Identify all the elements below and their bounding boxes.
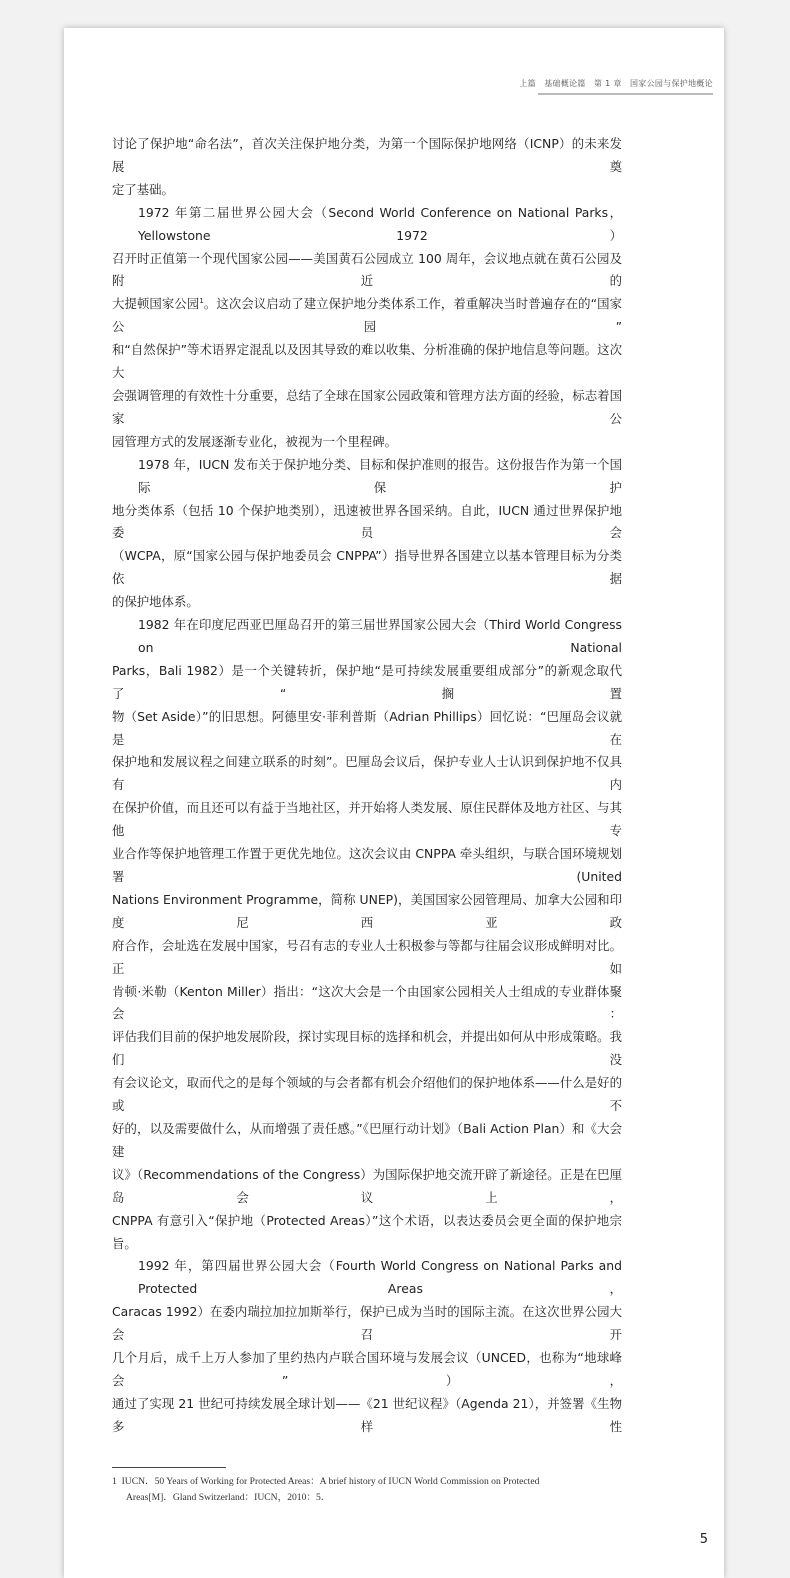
text-line: 好的，以及需要做什么，从而增强了责任感。”《巴厘行动计划》（Bali Action Plan）和《大会建	[112, 1120, 622, 1159]
paragraph	[112, 454, 622, 614]
text-line: 召开时正值第一个现代国家公园——美国黄石公园成立 100 周年，会议地点就在黄石公园及附近的	[112, 250, 622, 289]
book-page	[64, 28, 724, 1578]
body-text	[112, 133, 622, 1439]
text-line: 在保护价值，而且还可以有益于当地社区，并开始将人类发展、原住民群体及地方社区、与其他专	[112, 800, 622, 839]
footnote	[112, 1474, 612, 1506]
text-line: 地分类体系（包括 10 个保护地类别），迅速被世界各国采纳。自此，IUCN 通过世界保护地委员会	[112, 502, 622, 541]
text-line: 1972 年第二届世界公园大会（Second World Conference on National Parks，Yellowstone 1972）	[138, 204, 622, 243]
footnote-number: 1	[112, 1475, 117, 1487]
text-line: 几个月后，成千上万人参加了里约热内卢联合国环境与发展会议（UNCED，也称为“地球峰会”），	[112, 1350, 622, 1388]
text-line: 保护地和发展议程之间建立联系的时刻”。巴厘岛会议后，保护专业人士认识到保护地不仅具有内	[112, 754, 622, 793]
text-line: 议》（Recommendations of the Congress）为国际保护地交流开辟了新途径。正是在巴厘岛会议上，	[112, 1166, 622, 1205]
page-header	[519, 78, 713, 95]
running-head: 上篇 基础概论篇 第 1 章 国家公园与保护地概论	[519, 79, 713, 88]
text-line: Parks，Bali 1982）是一个关键转折，保护地“是可持续发展重要组成部分”的新观念取代了“搁置	[112, 662, 622, 701]
text-line: 会强调管理的有效性十分重要，总结了全球在国家公园政策和管理方法方面的经验，标志着国家公	[112, 387, 622, 426]
footnote-rule	[112, 1467, 226, 1468]
text-line: 园管理方式的发展逐渐专业化，被视为一个里程碑。	[112, 433, 397, 449]
text-line: 业合作等保护地管理工作置于更优先地位。这次会议由 CNPPA 牵头组织，与联合国环境规划署 (United	[112, 846, 622, 884]
footnote-line-1	[112, 1474, 612, 1490]
text-segment: 大提顿国家公园	[112, 296, 200, 312]
footnote-text-2: Areas[M]．Gland Switzerland：IUCN，2010：5．	[126, 1491, 331, 1503]
paragraph	[112, 133, 622, 202]
text-line: 讨论了保护地“命名法”，首次关注保护地分类，为第一个国际保护地网络（ICNP）的未来发展奠	[112, 136, 622, 174]
text-line: 的保护地体系。	[112, 594, 199, 610]
page-number: 5	[699, 1531, 708, 1547]
footnote-text-1: IUCN．50 Years of Working for Protected Areas：A brief history of IUCN World Commission on Protected	[121, 1475, 540, 1487]
text-line: 定了基础。	[112, 181, 174, 197]
text-line: 评估我们目前的保护地发展阶段，探讨实现目标的选择和机会，并提出如何从中形成策略。我们没	[112, 1029, 622, 1068]
text-line: 府合作，会址选在发展中国家，号召有志的专业人士积极参与等都与往届会议形成鲜明对比。正如	[112, 937, 622, 976]
header-rule	[538, 93, 713, 95]
text-line: 通过了实现 21 世纪可持续发展全球计划——《21 世纪议程》（Agenda 21），并签署《生物多样性	[112, 1395, 622, 1434]
text-line: 1982 年在印度尼西亚巴厘岛召开的第三届世界国家公园大会（Third World Congress on National	[138, 617, 622, 655]
text-line: （WCPA，原“国家公园与保护地委员会 CNPPA”）指导世界各国建立以基本管理目标为分类依据	[112, 548, 622, 587]
text-line	[112, 293, 622, 339]
text-line: 物（Set Aside）”的旧思想。阿德里安·菲利普斯（Adrian Phillips）回忆说：“巴厘岛会议就是在	[112, 708, 622, 747]
paragraph	[112, 1255, 622, 1438]
paragraph	[112, 614, 622, 1255]
text-line: 有会议论文，取而代之的是每个领域的与会者都有机会介绍他们的保护地体系——什么是好的或不	[112, 1075, 622, 1114]
spacer	[112, 1439, 713, 1459]
text-line: CNPPA 有意引入“保护地（Protected Areas）”这个术语，以表达委员会更全面的保护地宗旨。	[112, 1212, 622, 1251]
text-segment: 。这次会议启动了建立保护地分类体系工作，着重解决当时普遍存在的“国家公园”	[112, 296, 623, 335]
text-line: 1992 年，第四届世界公园大会（Fourth World Congress on National Parks and Protected Areas，	[138, 1258, 622, 1297]
paragraph	[112, 202, 622, 454]
text-line: 1978 年，IUCN 发布关于保护地分类、目标和保护准则的报告。这份报告作为第一个国际保护	[138, 456, 622, 495]
text-line: Nations Environment Programme，简称 UNEP)，美国国家公园管理局、加拿大公园和印度尼西亚政	[112, 891, 622, 930]
text-line: 和“自然保护”等术语界定混乱以及因其导致的难以收集、分析准确的保护地信息等问题。这次大	[112, 342, 622, 381]
text-line: 肯顿·米勒（Kenton Miller）指出：“这次大会是一个由国家公园相关人士组成的专业群体聚会：	[112, 983, 622, 1022]
footnote-ref[interactable]: 1	[199, 297, 204, 306]
text-line: Caracas 1992）在委内瑞拉加拉加斯举行，保护已成为当时的国际主流。在这次世界公园大会召开	[112, 1304, 622, 1343]
